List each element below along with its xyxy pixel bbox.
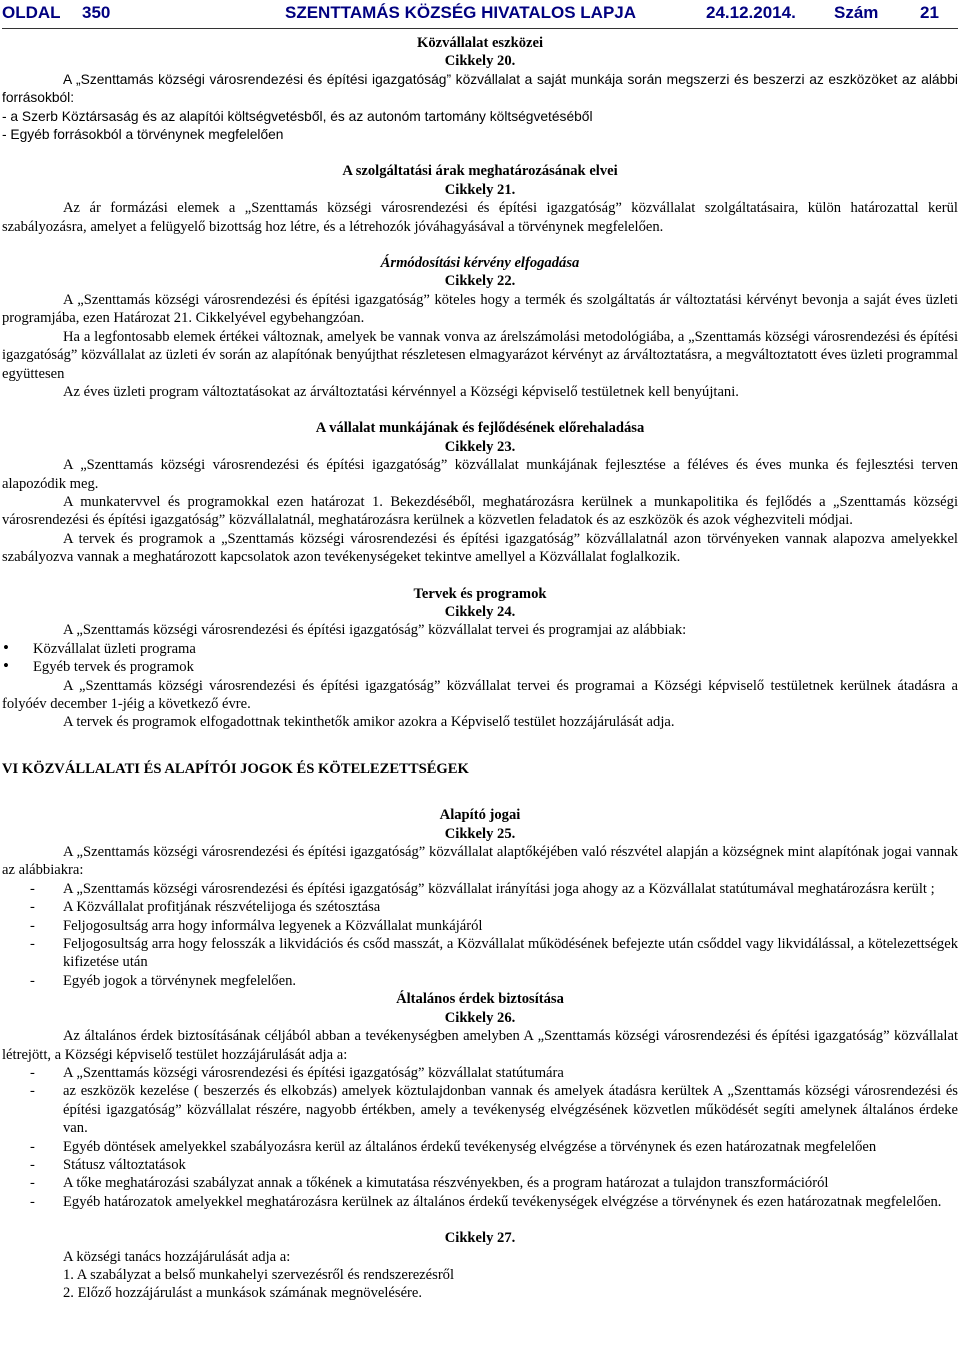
section-title: Közvállalat eszközei	[416, 35, 544, 51]
page-header	[2, 2, 958, 29]
header-page-number: 350	[82, 3, 111, 22]
paragraph: A községi tanács hozzájárulását adja a:	[63, 1248, 291, 1265]
paragraph: A „Szenttamás községi városrendezési és építési igazgatóság” közvállalat alaptőkéjében való részvétel alapján a községnek mint alapítónak jogai vannak az alábbiakra:	[2, 844, 958, 879]
list-item: - Egyéb forrásokból a törvénynek megfelelően	[2, 127, 284, 143]
article-number: Cikkely 22.	[444, 273, 516, 290]
paragraph: Az ár formázási elemek a „Szenttamás községi városrendezési és építési igazgatóság” közvállalat szolgáltatásaira, külön határozattal kerül szabályozásra, amelyet a felügyelő bizottság hoz létre, és a létrehozók jóváhagyásával a törvénynek megfelelően.	[2, 200, 958, 235]
dash-item: - A tőke meghatározási szabályzat annak a tőkének a kimutatása részvényekben, és a program határozat a tulajdon transzformációról	[2, 1174, 958, 1192]
section-title: Ármódosítási kérvény elfogadása	[380, 255, 580, 272]
header-title: SZENTTAMÁS KÖZSÉG HIVATALOS LAPJA	[285, 3, 637, 22]
article-number: Cikkely 24.	[444, 603, 516, 620]
header-oldal: OLDAL	[2, 3, 61, 22]
section-title: Általános érdek biztosítása	[396, 991, 564, 1008]
header-date: 24.12.2014.	[706, 3, 796, 22]
paragraph: A „Szenttamás községi városrendezési és építési igazgatóság” közvállalat tervei és programai a Községi képviselő testületnek kerülnek átadásra a folyóév december 1-jéig a következő évre.	[2, 677, 958, 712]
article-number: Cikkely 25.	[444, 825, 516, 842]
dash-item: - A „Szenttamás községi városrendezési és építési igazgatóság” közvállalat statútumára	[2, 1064, 958, 1082]
bullet-item: • Egyéb tervek és programok	[2, 658, 958, 676]
header-issue-label: Szám	[834, 3, 879, 22]
paragraph: Ha a legfontosabb elemek értékei változnak, amelyek be vannak vonva az árelszámolási metodológiába, a „Szenttamás községi városrendezési és építési igazgatóság” közvállalat az üzleti év során az alapítónak benyújthat részletesen elmagyarázot kérvényt az árváltoztatásra, a megváltoztatott éves üzleti programmal együttesen	[2, 328, 958, 382]
article-number: Cikkely 26.	[444, 1009, 516, 1026]
header-issue-number: 21	[920, 3, 939, 22]
article-number: Cikkely 27.	[444, 1230, 516, 1247]
paragraph: A „Szenttamás községi városrendezési és építési igazgatóság” köteles hogy a termék és szolgáltatás ár változtatási kérvényt bevonja a saját éves üzleti programjába, ezen Határozat 21. Cikkelyével egybehangzóan.	[2, 291, 958, 327]
paragraph: A „Szenttamás községi városrendezési és építési igazgatóság” közvállalat a saját munkája során megszerzi és beszerzi az eszközöket az alábbi forrásokból:	[2, 71, 958, 106]
dash-item: - az eszközök kezelése ( beszerzés és elkobzás) amelyek köztulajdonban vannak és amelyek átadásra kerültek A „Szenttamás községi városrendezési és építési igazgatóság” közvállalat részére, nagyobb értékben, amely a tevékenység elvégzésének közvetlen működését segíti amelynek általános érdeke van.	[2, 1082, 958, 1137]
document-body	[2, 34, 958, 1303]
paragraph: A tervek és programok a „Szenttamás községi városrendezési és építési igazgatóság” közvállalatnál azon törvényeken vannak alapozva amelyekkel szabályozva vannak a meghatározott kapcsolatok azon tevékenységeket tekintve amellyel a Közvállalat foglalkozik.	[2, 530, 958, 566]
paragraph: A „Szenttamás községi városrendezési és építési igazgatóság” közvállalat tervei és programjai az alábbiak:	[63, 622, 687, 639]
section-title: Tervek és programok	[413, 585, 547, 602]
bullet-list	[2, 640, 958, 677]
paragraph: A „Szenttamás községi városrendezési és építési igazgatóság” közvállalat munkájának fejlesztése a féléves és éves munka és fejlesztési terven alapozódik meg.	[2, 457, 958, 492]
section-title: A vállalat munkájának és fejlődésének előrehaladása	[315, 420, 645, 437]
list-item: - a Szerb Köztársaság és az alapítói költségvetésből, és az autonóm tartomány költségvetéséből	[2, 108, 593, 124]
paragraph: A munkatervvel és programokkal ezen határozat 1. Bekezdéséből, meghatározásra kerülnek a munkapolitika és fejlődés a „Szenttamás községi városrendezési és építési igazgatóság” közvállalatnál, meghatározásra kerülnek a közvetlen feladatok és az eszközök és azok véghezviteli módjai.	[2, 493, 958, 529]
list-item: 2. Előző hozzájárulást a munkások számának megnövelésére.	[63, 1285, 423, 1302]
dash-item: - Egyéb jogok a törvénynek megfelelően.	[2, 972, 958, 990]
paragraph: A tervek és programok elfogadottnak tekinthetők amikor azokra a Képviselő testület hozzájárulását adja.	[63, 714, 675, 731]
dash-item: - Egyéb döntések amelyekkel szabályozásra kerül az általános érdekű tevékenység elvégzése a törvénynek és ezen határozatnak megfelelően	[2, 1138, 958, 1156]
dash-item: - A „Szenttamás községi városrendezési és építési igazgatóság” közvállalat irányítási joga ahogy az a Közvállalat statútumával meghatározásra került ;	[2, 880, 958, 898]
article-number: Cikkely 21.	[444, 181, 516, 198]
paragraph: Az általános érdek biztosításának céljából abban a tevékenységben amelyben A „Szenttamás községi városrendezési és építési igazgatóság” közvállalat létrejött, a Községi képviselő testület hozzájárulását adja a:	[2, 1028, 958, 1063]
section-title: A szolgáltatási árak meghatározásának elvei	[342, 163, 618, 180]
dash-list	[2, 1064, 958, 1211]
paragraph: Az éves üzleti program változtatásokat az árváltoztatási kérvénnyel a Községi képviselő testületnek kell benyújtani.	[63, 383, 739, 400]
chapter-heading: VI KÖZVÁLLALATI ÉS ALAPÍTÓI JOGOK ÉS KÖTELEZETTSÉGEK	[2, 760, 469, 777]
article-number: Cikkely 20.	[444, 53, 516, 70]
dash-item: - Egyéb határozatok amelyekkel meghatározásra kerülnek az általános érdekű tevékenységek elvégzése a törvénynek és ezen határozatnak megfelelően.	[2, 1193, 958, 1211]
dash-list	[2, 880, 958, 990]
dash-item: - Feljogosultság arra hogy informálva legyenek a Közvállalat munkájáról	[2, 917, 958, 935]
dash-item: - Státusz változtatások	[2, 1156, 958, 1174]
list-item: 1. A szabályzat a belső munkahelyi szervezésről és rendszerezésről	[63, 1266, 455, 1283]
dash-item: - A Közvállalat profitjának részvételijoga és szétosztása	[2, 898, 958, 916]
bullet-item: • Közvállalat üzleti programa	[2, 640, 958, 658]
section-title: Alapító jogai	[439, 807, 521, 824]
dash-item: - Feljogosultság arra hogy felosszák a likvidációs és csőd masszát, a Közvállalat működésének befejezte után csőddel vagy likvidálással, a kötelezettségek kifizetése után	[2, 935, 958, 972]
article-number: Cikkely 23.	[444, 438, 516, 455]
